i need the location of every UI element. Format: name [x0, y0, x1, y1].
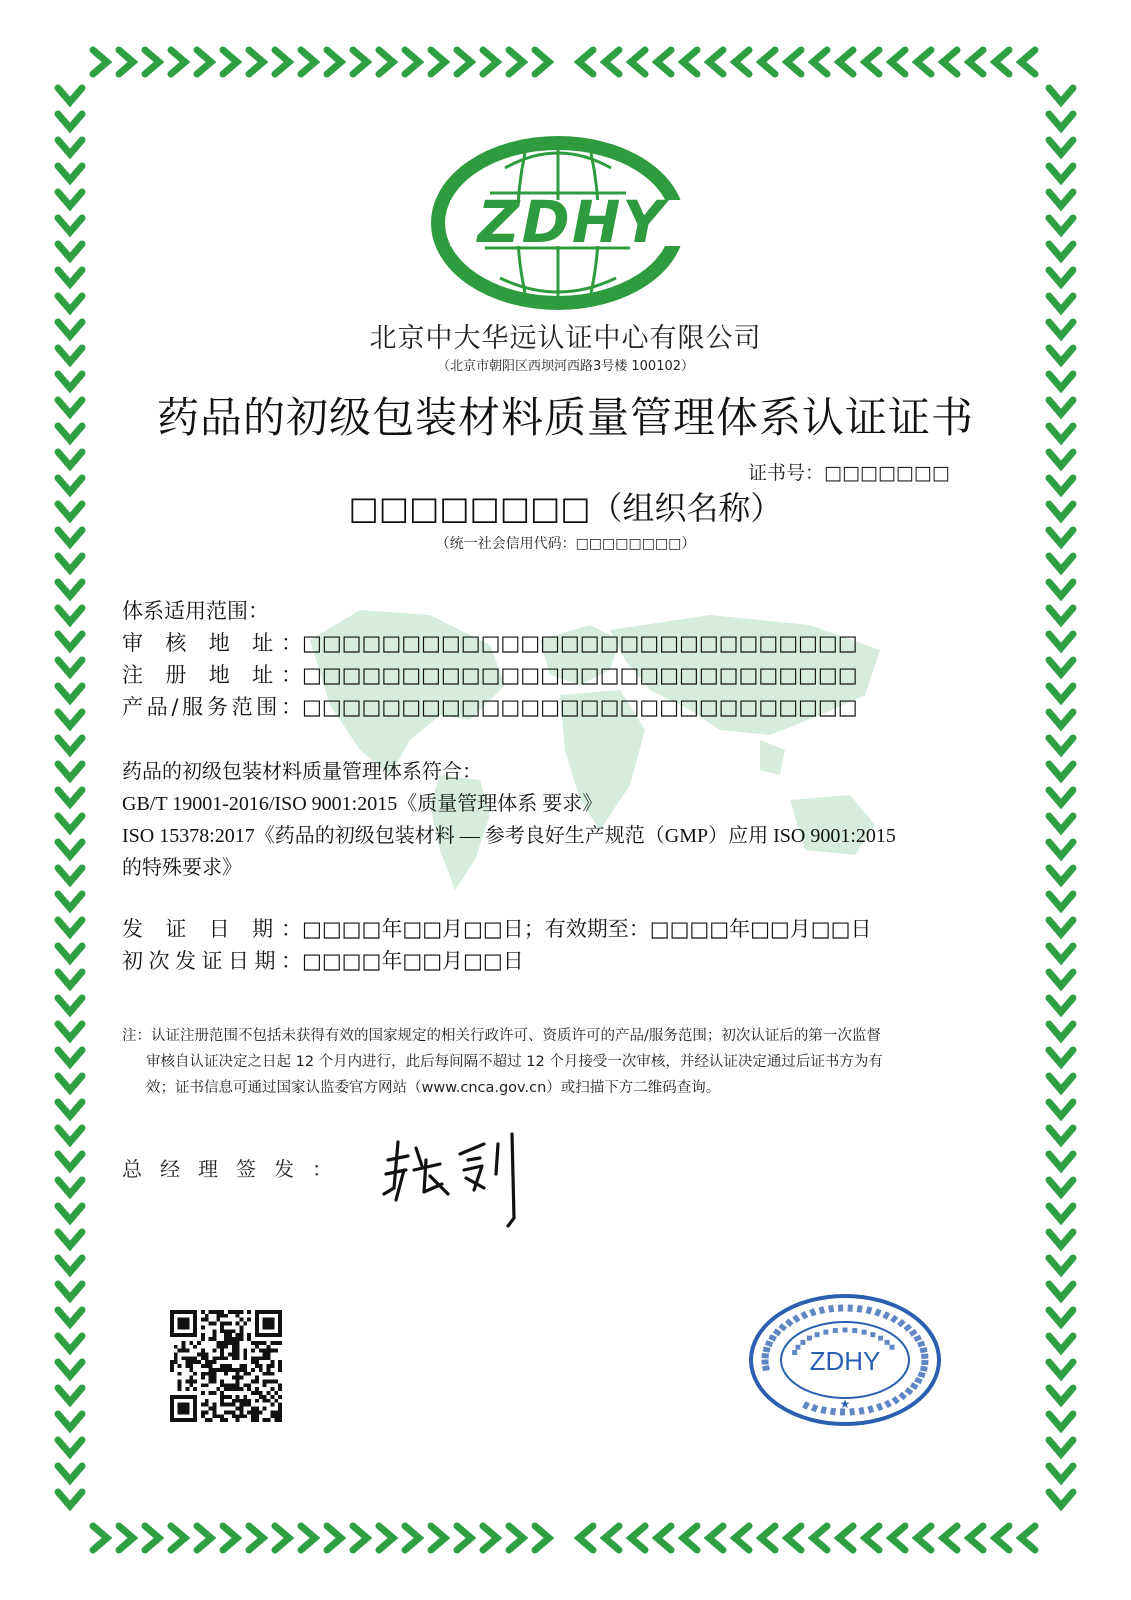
laurel-leaf	[145, 50, 159, 74]
laurel-leaf	[995, 50, 1009, 74]
laurel-leaf	[1049, 1076, 1073, 1090]
laurel-leaf	[1049, 868, 1073, 882]
laurel-leaf	[93, 1526, 107, 1550]
laurel-leaf	[865, 1526, 879, 1550]
laurel-leaf	[1049, 1362, 1073, 1376]
laurel-leaf	[58, 660, 82, 674]
audit-address-value: □□□□□□□□□□□□□□□□□□□□□□□□□□□□	[302, 631, 858, 655]
laurel-leaf	[1049, 764, 1073, 778]
laurel-leaf	[353, 1526, 367, 1550]
laurel-leaf	[1049, 712, 1073, 726]
laurel-leaf	[58, 686, 82, 700]
signer-label: 总经理签发：	[122, 1157, 350, 1181]
laurel-leaf	[1049, 634, 1073, 648]
first-issue-date-row	[122, 945, 524, 975]
laurel-leaf	[1049, 608, 1073, 622]
laurel-leaf	[1049, 1310, 1073, 1324]
laurel-leaf	[509, 50, 523, 74]
laurel-leaf	[58, 738, 82, 752]
laurel-leaf	[1049, 1154, 1073, 1168]
laurel-leaf	[58, 1206, 82, 1220]
laurel-leaf	[1049, 1466, 1073, 1480]
standard-line-1: GB/T 19001-2016/ISO 9001:2015《质量管理体系 要求》	[122, 793, 603, 815]
laurel-leaf	[1049, 920, 1073, 934]
laurel-leaf	[223, 1526, 237, 1550]
laurel-leaf	[58, 894, 82, 908]
laurel-leaf	[1049, 270, 1073, 284]
laurel-leaf	[1049, 790, 1073, 804]
laurel-leaf	[58, 452, 82, 466]
laurel-leaf	[535, 50, 549, 74]
laurel-leaf	[431, 1526, 445, 1550]
laurel-leaf	[58, 1232, 82, 1246]
note-line-1: 注：认证注册范围不包括未获得有效的国家规定的相关行政许可、资质许可的产品/服务范围；初次认证后的第一次监督	[122, 1028, 881, 1044]
laurel-leaf	[58, 1076, 82, 1090]
laurel-leaf	[1049, 998, 1073, 1012]
laurel-leaf	[58, 556, 82, 570]
laurel-leaf	[891, 50, 905, 74]
laurel-leaf	[301, 1526, 315, 1550]
laurel-leaf	[943, 1526, 957, 1550]
laurel-leaf	[1049, 1336, 1073, 1350]
laurel-leaf	[58, 140, 82, 154]
laurel-leaf	[787, 50, 801, 74]
laurel-leaf	[761, 1526, 775, 1550]
laurel-leaf	[865, 50, 879, 74]
laurel-leaf	[1049, 114, 1073, 128]
certificate-note	[122, 1023, 1017, 1101]
laurel-leaf	[839, 50, 853, 74]
laurel-leaf	[58, 764, 82, 778]
laurel-leaf	[58, 1050, 82, 1064]
laurel-leaf	[58, 946, 82, 960]
laurel-leaf	[58, 608, 82, 622]
laurel-leaf	[58, 1362, 82, 1376]
laurel-leaf	[379, 1526, 393, 1550]
laurel-leaf	[431, 50, 445, 74]
laurel-leaf	[1049, 582, 1073, 596]
laurel-leaf	[119, 50, 133, 74]
laurel-leaf	[58, 920, 82, 934]
laurel-leaf	[787, 1526, 801, 1550]
laurel-leaf	[1049, 1180, 1073, 1194]
laurel-leaf	[995, 1526, 1009, 1550]
laurel-leaf	[58, 1284, 82, 1298]
laurel-leaf	[275, 50, 289, 74]
qr-code-icon	[170, 1310, 282, 1422]
registered-address-label: 注 册 地 址：	[122, 663, 302, 687]
note-line-3: 效；证书信息可通过国家认监委官方网站（www.cnca.gov.cn）或扫描下方二维码查询。	[146, 1080, 721, 1096]
first-issue-date-value: □□□□年□□月□□日	[302, 949, 524, 973]
laurel-leaf	[709, 1526, 723, 1550]
certificate-title: 药品的初级包装材料质量管理体系认证证书	[156, 393, 974, 442]
laurel-leaf	[457, 1526, 471, 1550]
registered-address-value: □□□□□□□□□□□□□□□□□□□□□□□□□□□□	[302, 663, 858, 687]
laurel-leaf	[223, 50, 237, 74]
registered-address-row	[122, 659, 858, 689]
laurel-leaf	[1049, 1102, 1073, 1116]
laurel-leaf	[1049, 946, 1073, 960]
laurel-leaf	[119, 1526, 133, 1550]
issue-date-row	[122, 913, 871, 943]
laurel-leaf	[483, 1526, 497, 1550]
laurel-leaf	[93, 50, 107, 74]
laurel-leaf	[1049, 1050, 1073, 1064]
laurel-leaf	[535, 1526, 549, 1550]
laurel-leaf	[58, 114, 82, 128]
product-scope-row	[122, 691, 858, 721]
laurel-leaf	[197, 50, 211, 74]
laurel-leaf	[1049, 1414, 1073, 1428]
laurel-leaf	[275, 1526, 289, 1550]
laurel-leaf	[1049, 88, 1073, 102]
laurel-leaf	[58, 1128, 82, 1142]
laurel-leaf	[813, 1526, 827, 1550]
laurel-leaf	[301, 50, 315, 74]
laurel-leaf	[605, 1526, 619, 1550]
standard-line-2: ISO 15378:2017《药品的初级包装材料 — 参考良好生产规范（GMP）应用 ISO 9001:2015	[122, 825, 896, 847]
logo-text: ZDHY	[477, 188, 667, 256]
laurel-leaf	[917, 1526, 931, 1550]
laurel-leaf	[509, 1526, 523, 1550]
certificate-number: 证书号：□□□□□□□	[748, 462, 950, 484]
laurel-leaf	[58, 790, 82, 804]
laurel-leaf	[1049, 1206, 1073, 1220]
laurel-leaf	[58, 634, 82, 648]
laurel-leaf	[58, 296, 82, 310]
laurel-leaf	[735, 1526, 749, 1550]
laurel-leaf	[1049, 972, 1073, 986]
laurel-leaf	[58, 582, 82, 596]
laurel-leaf	[1049, 1024, 1073, 1038]
laurel-leaf	[1049, 1492, 1073, 1506]
laurel-leaf	[58, 1154, 82, 1168]
laurel-leaf	[58, 1180, 82, 1194]
laurel-leaf	[657, 1526, 671, 1550]
laurel-leaf	[1049, 842, 1073, 856]
laurel-leaf	[1049, 452, 1073, 466]
laurel-leaf	[969, 1526, 983, 1550]
laurel-leaf	[709, 50, 723, 74]
laurel-leaf	[58, 1466, 82, 1480]
product-scope-value: □□□□□□□□□□□□□□□□□□□□□□□□□□□□	[302, 695, 858, 719]
product-scope-label: 产品/服务范围：	[122, 695, 302, 719]
audit-address-label: 审 核 地 址：	[122, 631, 302, 655]
laurel-leaf	[327, 1526, 341, 1550]
laurel-leaf	[249, 1526, 263, 1550]
laurel-leaf	[1049, 140, 1073, 154]
laurel-leaf	[969, 50, 983, 74]
laurel-leaf	[58, 972, 82, 986]
laurel-leaf	[813, 50, 827, 74]
company-name: 北京中大华远认证中心有限公司	[369, 323, 762, 354]
laurel-leaf	[1049, 1128, 1073, 1142]
laurel-leaf	[917, 50, 931, 74]
laurel-leaf	[58, 218, 82, 232]
issue-date-label: 发 证 日 期：	[122, 917, 302, 941]
laurel-leaf	[683, 50, 697, 74]
laurel-leaf	[891, 1526, 905, 1550]
laurel-leaf	[1049, 166, 1073, 180]
laurel-leaf	[197, 1526, 211, 1550]
laurel-leaf	[1049, 1388, 1073, 1402]
laurel-leaf	[58, 270, 82, 284]
laurel-leaf	[1049, 1440, 1073, 1454]
laurel-leaf	[1049, 1232, 1073, 1246]
zdhy-logo-icon	[430, 128, 700, 318]
laurel-leaf	[405, 1526, 419, 1550]
laurel-leaf	[58, 1024, 82, 1038]
laurel-leaf	[657, 50, 671, 74]
laurel-leaf	[58, 192, 82, 206]
laurel-leaf	[1049, 218, 1073, 232]
laurel-leaf	[171, 1526, 185, 1550]
seal-star: ★	[839, 1397, 851, 1411]
laurel-leaf	[58, 1258, 82, 1272]
laurel-leaf	[1049, 556, 1073, 570]
laurel-leaf	[1049, 816, 1073, 830]
laurel-leaf	[58, 868, 82, 882]
laurel-leaf	[579, 1526, 593, 1550]
laurel-leaf	[353, 50, 367, 74]
issue-date-value: □□□□年□□月□□日；有效期至：□□□□年□□月□□日	[302, 917, 872, 941]
laurel-leaf	[1049, 1284, 1073, 1298]
laurel-leaf	[58, 1492, 82, 1506]
laurel-leaf	[483, 50, 497, 74]
laurel-leaf	[58, 1102, 82, 1116]
laurel-leaf	[249, 50, 263, 74]
laurel-leaf	[58, 244, 82, 258]
standard-line-3: 的特殊要求》	[122, 857, 242, 879]
laurel-leaf	[1049, 894, 1073, 908]
seal-center-text: ZDHY	[809, 1346, 881, 1376]
laurel-leaf	[58, 88, 82, 102]
laurel-leaf	[943, 50, 957, 74]
laurel-leaf	[457, 50, 471, 74]
laurel-leaf	[1049, 686, 1073, 700]
laurel-leaf	[1049, 192, 1073, 206]
first-issue-date-label: 初次发证日期：	[122, 949, 302, 973]
laurel-leaf	[605, 50, 619, 74]
laurel-leaf	[58, 1388, 82, 1402]
laurel-leaf	[58, 1440, 82, 1454]
laurel-leaf	[171, 50, 185, 74]
laurel-leaf	[631, 50, 645, 74]
scope-heading: 体系适用范围：	[122, 599, 269, 623]
laurel-leaf	[58, 1310, 82, 1324]
conformity-heading: 药品的初级包装材料质量管理体系符合：	[122, 759, 482, 783]
laurel-leaf	[58, 1336, 82, 1350]
laurel-leaf	[1049, 1258, 1073, 1272]
laurel-leaf	[58, 816, 82, 830]
laurel-leaf	[735, 50, 749, 74]
laurel-leaf	[683, 1526, 697, 1550]
laurel-leaf	[579, 50, 593, 74]
laurel-leaf	[145, 1526, 159, 1550]
laurel-leaf	[1049, 738, 1073, 752]
laurel-leaf	[1049, 660, 1073, 674]
laurel-leaf	[761, 50, 775, 74]
note-line-2: 审核自认证决定之日起 12 个月内进行，此后每间隔不超过 12 个月接受一次审核，并经认证决定通过后证书方为有	[146, 1054, 883, 1070]
laurel-leaf	[839, 1526, 853, 1550]
laurel-leaf	[405, 50, 419, 74]
company-address: （北京市朝阳区西坝河西路3号楼 100102）	[436, 359, 695, 374]
credit-code: （统一社会信用代码：□□□□□□□□）	[435, 536, 696, 552]
laurel-leaf	[1021, 50, 1035, 74]
handwritten-signature	[380, 1130, 540, 1230]
seal-stamp-icon	[745, 1290, 945, 1430]
laurel-leaf	[1049, 296, 1073, 310]
laurel-leaf	[58, 166, 82, 180]
laurel-leaf	[1049, 244, 1073, 258]
laurel-leaf	[58, 842, 82, 856]
laurel-leaf	[58, 1414, 82, 1428]
laurel-leaf	[58, 998, 82, 1012]
laurel-leaf	[379, 50, 393, 74]
laurel-leaf	[327, 50, 341, 74]
laurel-leaf	[58, 712, 82, 726]
organization-name: □□□□□□□□（组织名称）	[348, 489, 783, 527]
laurel-leaf	[1021, 1526, 1035, 1550]
laurel-leaf	[631, 1526, 645, 1550]
audit-address-row	[122, 627, 858, 657]
